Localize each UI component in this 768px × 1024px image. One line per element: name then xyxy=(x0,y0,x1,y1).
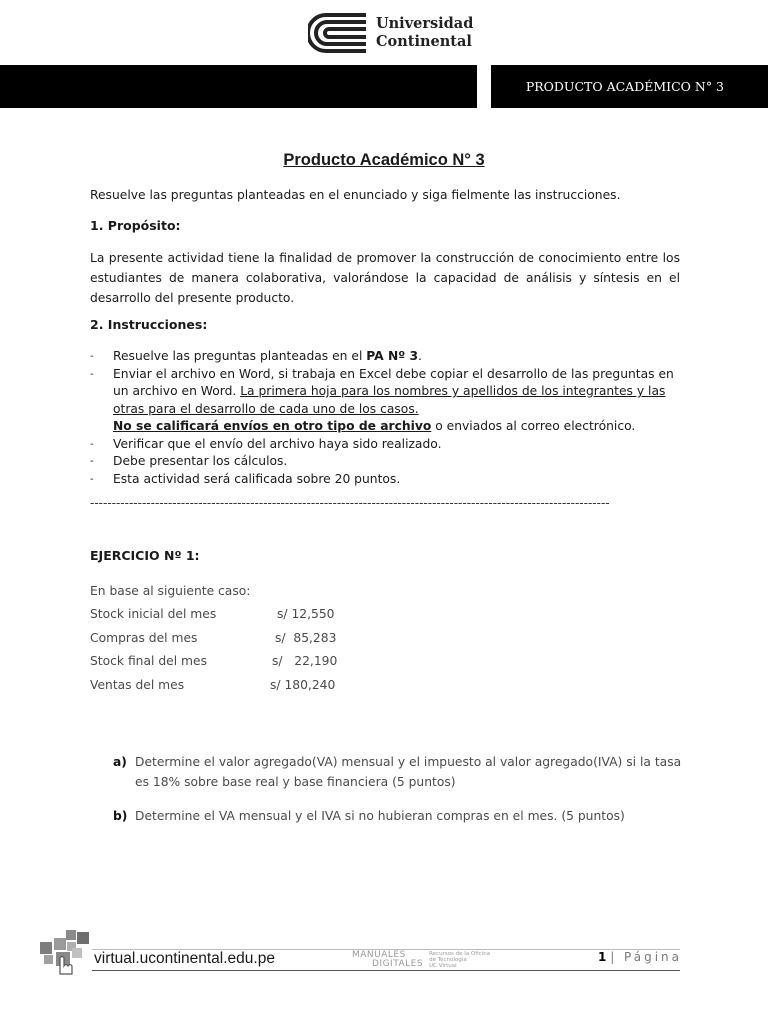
instruction-warning: No se calificará envíos en otro tipo de archivo xyxy=(113,419,432,433)
manuales-sub-1: Recursos de la Oficina xyxy=(429,951,491,957)
question-a xyxy=(113,752,683,792)
footer-pixel-hand-icon xyxy=(36,928,92,976)
case-value: s/ 85,283 xyxy=(275,631,337,645)
footer-bottom-rule xyxy=(92,970,680,971)
question-text: Determine el valor agregado(VA) mensual y el impuesto al valor agregado(IVA) si la tasa es 18% sobre base real y base financiera (5 puntos) xyxy=(135,755,682,789)
case-label: Ventas del mes xyxy=(90,678,185,692)
instruction-text: Resuelve las preguntas planteadas en el xyxy=(113,349,367,363)
intro-text: Resuelve las preguntas planteadas en el enunciado y siga fielmente las instrucciones. xyxy=(90,188,621,202)
instruction-underlined: La primera hoja para los nombres y apellidos de los integrantes y las otras para el desarrollo de cada uno de los casos. xyxy=(113,384,666,416)
instruction-item xyxy=(90,471,680,489)
header-bar-right xyxy=(491,65,768,108)
logo-line-2: Continental xyxy=(376,33,472,50)
manuales-line-1: MANUALES xyxy=(352,950,406,960)
instruction-text: . xyxy=(418,349,422,363)
manuales-sub-2: de Tecnología xyxy=(429,957,467,963)
question-text: Determine el VA mensual y el IVA si no hubieran compras en el mes. (5 puntos) xyxy=(135,809,625,823)
university-logo xyxy=(308,10,473,56)
instruction-item xyxy=(90,453,680,471)
manuales-sub-3: UC Virtual xyxy=(429,963,457,969)
instruction-item xyxy=(90,366,680,419)
case-value: s/ 12,550 xyxy=(277,607,335,621)
instruction-text: Enviar el archivo en Word, si trabaja en Excel debe copiar el desarrollo de las preguntas en un archivo en Word. xyxy=(113,366,674,398)
page-number xyxy=(598,950,682,964)
case-label: Stock inicial del mes xyxy=(90,607,217,621)
instruction-text: o enviados al correo electrónico. xyxy=(431,419,636,433)
instructions-list xyxy=(90,348,680,488)
header-bar-title: PRODUCTO ACADÉMICO N° 3 xyxy=(525,79,724,94)
section-1-heading: 1. Propósito: xyxy=(90,218,181,233)
manuales-digitales-logo xyxy=(352,951,490,969)
logo-line-1: Universidad xyxy=(376,15,474,32)
page-number-label: | Página xyxy=(610,950,683,964)
case-label: Stock final del mes xyxy=(90,654,207,668)
dashed-separator: ------------------------------------------------------------------------------------------------------------------------ xyxy=(90,496,610,510)
instruction-bold: PA Nº 3 xyxy=(366,349,419,363)
page-number-value: 1 xyxy=(598,950,607,964)
instruction-text: Esta actividad será calificada sobre 20 puntos. xyxy=(113,471,401,486)
case-label: Compras del mes xyxy=(90,631,198,645)
instruction-item-continuation xyxy=(90,418,680,436)
header-bar-left xyxy=(0,65,477,108)
case-value: s/ 22,190 xyxy=(272,654,338,668)
logo-text xyxy=(376,15,473,51)
case-intro: En base al siguiente caso: xyxy=(90,584,251,598)
question-b xyxy=(113,806,683,826)
instruction-item xyxy=(90,436,680,454)
instruction-text: Verificar que el envío del archivo haya sido realizado. xyxy=(113,436,442,451)
instruction-text: Debe presentar los cálculos. xyxy=(113,454,288,468)
exercise-heading: EJERCICIO Nº 1: xyxy=(90,548,200,563)
footer-url: virtual.ucontinental.edu.pe xyxy=(94,950,275,967)
document-title: Producto Académico N° 3 xyxy=(283,151,485,169)
instruction-item xyxy=(90,348,680,366)
case-value: s/ 180,240 xyxy=(270,678,336,692)
continental-logo-icon xyxy=(308,11,368,55)
section-1-body: La presente actividad tiene la finalidad de promover la construcción de conocimiento entre los estudiantes de manera colaborativa, valorándose la capacidad de análisis y síntesis en el desarrollo del presente producto. xyxy=(90,251,680,305)
question-label: b) xyxy=(113,809,128,823)
section-2-heading: 2. Instrucciones: xyxy=(90,317,208,332)
manuales-line-2: DIGITALES xyxy=(372,959,424,969)
question-label: a) xyxy=(113,755,127,769)
